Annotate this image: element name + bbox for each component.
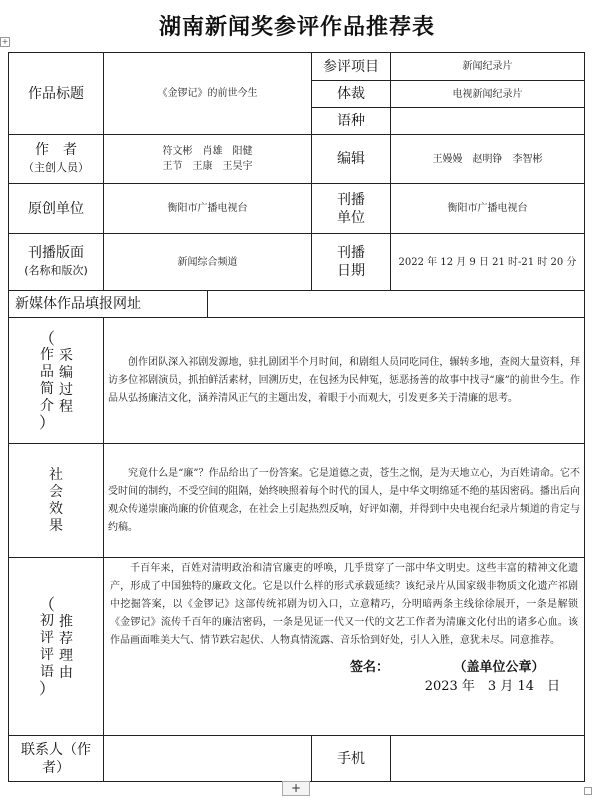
add-row-button[interactable]: + <box>282 781 310 796</box>
contact-label <box>9 736 104 782</box>
pub-unit-value[interactable]: 衡阳市广播电视台 <box>391 184 585 234</box>
review-left-char-3: 评 <box>39 646 54 663</box>
contact-label-2: 者） <box>42 759 70 776</box>
process-right-char-1: 采 <box>59 347 73 364</box>
recommendation-form-table <box>8 52 585 782</box>
pub-unit-label-1: 刊播 <box>337 191 365 208</box>
review-right-char-1: 推 <box>59 613 73 630</box>
review-left-char-1: 初 <box>39 612 54 629</box>
process-right-char-3: 过 <box>59 381 73 398</box>
process-left-char-4: 介 <box>39 397 54 414</box>
process-left-char-1: 作 <box>39 346 54 363</box>
author-label-sub: （主创人员） <box>23 161 89 174</box>
social-effect-label <box>9 444 104 558</box>
origin-unit-value[interactable]: 衡阳市广播电视台 <box>104 184 312 234</box>
social-char-3: 效 <box>49 500 63 517</box>
process-close-paren: ） <box>38 412 55 432</box>
signature-line <box>110 656 578 675</box>
category-value[interactable]: 新闻纪录片 <box>391 53 585 81</box>
authors-line-1: 符文彬 肖雄 阳健 <box>162 146 253 157</box>
new-media-url-value[interactable] <box>208 291 585 318</box>
editors-value[interactable]: 王嫚嫚 赵明铮 李智彬 <box>391 135 585 184</box>
process-right-char-2: 编 <box>59 364 73 381</box>
author-label-main: 作 者 <box>35 142 77 158</box>
process-left-char-3: 简 <box>39 380 54 397</box>
editor-label: 编辑 <box>312 135 391 184</box>
pub-date-label <box>312 234 391 291</box>
social-effect-text[interactable]: 究竟什么是“廉”？作品给出了一份答案。它是道德之责，苍生之悯，是为天地立心，为百姓请命。它不受时间的制约，不受空间的阻隔，始终映照着每个时代的国人，是中华文明绵延不绝的基因密码。播出后向观众传递崇廉尚廉的价值观念，在社会上引起热烈反响，好评如潮，并得到中央电视台纪录片频道的肯定与约稿。 <box>104 444 585 558</box>
form-title: 湖南新闻奖参评作品推荐表 <box>158 15 435 40</box>
pub-layout-label-1: 刊播版面 <box>28 245 84 261</box>
review-left-char-4: 语 <box>39 663 54 680</box>
pub-unit-label-2: 单位 <box>337 209 365 226</box>
phone-label: 手机 <box>312 736 391 782</box>
seal-label: （盖单位公章） <box>453 660 545 675</box>
review-label-right <box>59 612 73 682</box>
social-char-4: 果 <box>49 517 63 534</box>
pub-layout-value[interactable]: 新闻综合频道 <box>104 234 312 291</box>
process-text[interactable]: 创作团队深入祁剧发源地，驻扎剧团半个月时间，和剧组人员同吃同住，辗转多地，查阅大量资料，拜访多位祁剧演员，抓拍鲜活素材，回溯历史，在包拯为民伸冤，惩恶扬善的故事中找寻“廉”的前世今生。作品从弘扬廉洁文化，涵养清风正气的主题出发，着眼于小而观大，引发更多关于清廉的思考。 <box>104 318 585 444</box>
pub-layout-label <box>9 234 104 291</box>
social-char-1: 社 <box>49 466 63 483</box>
pub-date-label-2: 日期 <box>337 263 365 279</box>
pub-layout-label-2: (名称和版次) <box>24 264 88 277</box>
category-label: 参评项目 <box>312 53 391 81</box>
table-resize-handle[interactable] <box>584 787 592 795</box>
process-open-paren: （ <box>38 328 55 348</box>
review-text: 千百年来，百姓对清明政治和清官廉吏的呼唤，几乎贯穿了一部中华文明史。这些丰富的精神文化遗产，形成了中国独特的廉政文化。它是以什么样的形式承载延续？该纪录片从国家级非物质文化遗产祁剧中挖掘答案，以《金锣记》这部传统祁剧为切入口，立意精巧，分明暗两条主线徐徐展开，一条是解锁《金锣记》流传千百年的廉洁密码，一条是见证一代又一代的文艺工作者为清廉文化付出的诸多心血。该作品画面唯美大气、情节跌宕起伏、人物真情流露、音乐恰到好处，引人入胜，意犹未尽。同意推荐。 <box>110 563 578 646</box>
process-right-char-4: 程 <box>59 398 73 415</box>
review-right-char-3: 理 <box>59 647 73 664</box>
process-label-left <box>38 328 55 432</box>
work-title-value[interactable]: 《金锣记》的前世今生 <box>104 53 312 135</box>
origin-unit-label: 原创单位 <box>9 184 104 234</box>
process-label <box>9 318 104 444</box>
author-label <box>9 135 104 184</box>
review-left-char-2: 评 <box>39 629 54 646</box>
contact-value[interactable] <box>104 736 312 782</box>
review-label-left <box>38 594 55 698</box>
phone-value[interactable] <box>391 736 585 782</box>
language-value[interactable] <box>391 108 585 135</box>
review-open-paren: （ <box>38 594 55 614</box>
genre-value[interactable]: 电视新闻纪录片 <box>391 81 585 108</box>
review-right-char-4: 由 <box>59 664 73 681</box>
new-media-url-label: 新媒体作品填报网址 <box>9 291 208 318</box>
review-cell[interactable] <box>104 558 585 736</box>
authors-value[interactable] <box>104 135 312 184</box>
genre-label: 体裁 <box>312 81 391 108</box>
authors-line-2: 王节 王康 王昊宇 <box>162 161 253 172</box>
language-label: 语种 <box>312 108 391 135</box>
work-title-label: 作品标题 <box>9 53 104 135</box>
pub-date-value[interactable]: 2022 年 12 月 9 日 21 时-21 时 20 分 <box>391 234 585 291</box>
social-char-2: 会 <box>49 483 63 500</box>
table-move-handle[interactable]: + <box>1 37 9 46</box>
process-label-right <box>59 346 73 416</box>
review-close-paren: ） <box>38 678 55 698</box>
sign-label: 签名： <box>350 660 390 675</box>
review-date: 2023 年 3 月 14 日 <box>424 679 560 694</box>
review-label <box>9 558 104 736</box>
pub-unit-label <box>312 184 391 234</box>
review-right-char-2: 荐 <box>59 630 73 647</box>
process-left-char-2: 品 <box>39 363 54 380</box>
contact-label-1: 联系人（作 <box>21 741 91 758</box>
pub-date-label-1: 刊播 <box>337 245 365 261</box>
